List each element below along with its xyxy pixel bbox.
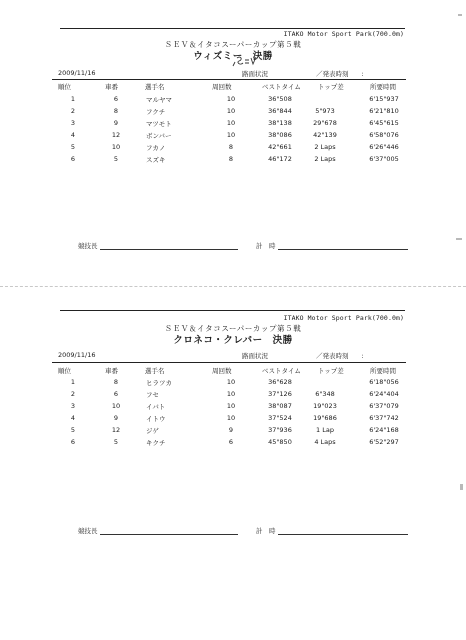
race-title: クロネコ・クレバー 決勝 bbox=[173, 335, 293, 346]
cell-total-time: 6'37"742 bbox=[369, 414, 399, 422]
cell-best-time: 36"508 bbox=[268, 95, 292, 103]
cell-gap: 29"678 bbox=[313, 119, 337, 127]
timekeeper-label: 計 時 bbox=[256, 242, 276, 250]
cell-best-time: 37"524 bbox=[268, 414, 292, 422]
table-header bbox=[0, 82, 466, 94]
cell-laps: 10 bbox=[226, 107, 236, 115]
venue-label: ITAKO Motor Sport Park(700.0m) bbox=[283, 314, 404, 322]
header-car-number: 車番 bbox=[105, 83, 118, 91]
header-gap: トップ差 bbox=[318, 367, 344, 375]
timekeeper-label: 計 時 bbox=[256, 527, 276, 535]
cell-best-time: 38"087 bbox=[268, 402, 292, 410]
cell-car-number: 6 bbox=[113, 390, 119, 398]
cell-laps: 10 bbox=[226, 414, 236, 422]
cell-position: 6 bbox=[70, 438, 76, 446]
cell-laps: 10 bbox=[226, 131, 236, 139]
cell-best-time: 45"850 bbox=[268, 438, 292, 446]
cell-position: 3 bbox=[70, 119, 76, 127]
cell-total-time: 6'52"297 bbox=[369, 438, 399, 446]
cell-laps: 6 bbox=[228, 438, 234, 446]
table-row bbox=[0, 143, 466, 155]
cell-car-number: 5 bbox=[113, 155, 119, 163]
table-row bbox=[0, 107, 466, 119]
cell-position: 1 bbox=[70, 378, 76, 386]
top-rule bbox=[60, 310, 405, 311]
cell-position: 1 bbox=[70, 95, 76, 103]
cell-car-number: 5 bbox=[113, 438, 119, 446]
top-rule bbox=[60, 28, 405, 29]
cell-gap: 5"973 bbox=[315, 107, 335, 115]
cell-best-time: 37"126 bbox=[268, 390, 292, 398]
header-rule bbox=[52, 79, 406, 80]
cell-total-time: 6'24"404 bbox=[369, 390, 399, 398]
fold-line bbox=[0, 286, 466, 287]
cell-driver: マツモト bbox=[146, 120, 172, 128]
scan-mark bbox=[458, 14, 462, 16]
cell-best-time: 46"172 bbox=[268, 155, 292, 163]
handwritten-mark-icon bbox=[231, 54, 257, 68]
cell-laps: 9 bbox=[228, 426, 234, 434]
header-rule bbox=[52, 362, 406, 363]
header-total-time: 所要時間 bbox=[370, 367, 396, 375]
cell-total-time: 6'18"056 bbox=[369, 378, 399, 386]
table-row bbox=[0, 414, 466, 426]
cell-total-time: 6'45"615 bbox=[369, 119, 399, 127]
table-row bbox=[0, 402, 466, 414]
cell-total-time: 6'21"810 bbox=[369, 107, 399, 115]
table-header bbox=[0, 366, 466, 378]
cell-best-time: 36"628 bbox=[268, 378, 292, 386]
cell-position: 2 bbox=[70, 390, 76, 398]
cell-car-number: 6 bbox=[113, 95, 119, 103]
cell-best-time: 38"086 bbox=[268, 131, 292, 139]
cell-total-time: 6'26"446 bbox=[369, 143, 399, 151]
cell-total-time: 6'37"079 bbox=[369, 402, 399, 410]
header-laps: 周回数 bbox=[212, 367, 232, 375]
cell-car-number: 12 bbox=[111, 131, 121, 139]
header-best-time: ベストタイム bbox=[262, 83, 301, 91]
cell-position: 4 bbox=[70, 131, 76, 139]
cell-driver: マルヤマ bbox=[146, 96, 172, 104]
cell-driver: ジゲ bbox=[146, 427, 159, 435]
cell-driver: ヒラツカ bbox=[146, 379, 172, 387]
cell-driver: キクチ bbox=[146, 439, 166, 447]
cell-position: 3 bbox=[70, 402, 76, 410]
cell-best-time: 36"844 bbox=[268, 107, 292, 115]
cell-gap: 2 Laps bbox=[314, 155, 336, 163]
cell-total-time: 6'37"005 bbox=[369, 155, 399, 163]
cell-driver: フクチ bbox=[146, 108, 166, 116]
header-laps: 周回数 bbox=[212, 83, 232, 91]
cell-position: 4 bbox=[70, 414, 76, 422]
timekeeper-signature-line bbox=[278, 249, 408, 250]
cell-laps: 10 bbox=[226, 95, 236, 103]
cell-position: 5 bbox=[70, 143, 76, 151]
cell-laps: 8 bbox=[228, 155, 234, 163]
table-row bbox=[0, 390, 466, 402]
race-director-signature-line bbox=[100, 249, 238, 250]
series-title: ＳＥＶ＆イタコスーパーカップ第５戦 bbox=[164, 40, 302, 49]
cell-best-time: 37"936 bbox=[268, 426, 292, 434]
race-director-label: 競技長 bbox=[78, 242, 98, 250]
cell-car-number: 9 bbox=[113, 414, 119, 422]
series-title: ＳＥＶ＆イタコスーパーカップ第５戦 bbox=[164, 324, 302, 333]
table-row bbox=[0, 131, 466, 143]
cell-laps: 10 bbox=[226, 119, 236, 127]
race-date: 2009/11/16 bbox=[58, 351, 96, 359]
header-position: 順位 bbox=[58, 83, 71, 91]
road-conditions-label: 路面状況 bbox=[242, 70, 268, 78]
cell-gap: 42"139 bbox=[313, 131, 337, 139]
cell-gap: 1 Lap bbox=[316, 426, 334, 434]
cell-driver: イトウ bbox=[146, 415, 166, 423]
cell-best-time: 42"661 bbox=[268, 143, 292, 151]
cell-gap: 19"686 bbox=[313, 414, 337, 422]
cell-laps: 10 bbox=[226, 402, 236, 410]
cell-position: 2 bbox=[70, 107, 76, 115]
cell-laps: 10 bbox=[226, 390, 236, 398]
scan-mark bbox=[460, 484, 463, 490]
header-position: 順位 bbox=[58, 367, 71, 375]
table-row bbox=[0, 95, 466, 107]
announce-time-label: ／発表時刻 : bbox=[316, 352, 364, 360]
cell-gap: 6"348 bbox=[315, 390, 335, 398]
cell-car-number: 10 bbox=[111, 143, 121, 151]
race-director-label: 競技長 bbox=[78, 527, 98, 535]
scan-mark bbox=[456, 238, 462, 240]
cell-car-number: 8 bbox=[113, 378, 119, 386]
header-gap: トップ差 bbox=[318, 83, 344, 91]
race-title: ウィズミー 決勝 bbox=[193, 51, 273, 62]
cell-total-time: 6'24"168 bbox=[369, 426, 399, 434]
cell-car-number: 12 bbox=[111, 426, 121, 434]
road-conditions-label: 路面状況 bbox=[242, 352, 268, 360]
header-driver: 選手名 bbox=[145, 367, 165, 375]
cell-car-number: 9 bbox=[113, 119, 119, 127]
header-best-time: ベストタイム bbox=[262, 367, 301, 375]
cell-position: 6 bbox=[70, 155, 76, 163]
cell-gap: 4 Laps bbox=[314, 438, 336, 446]
race-director-signature-line bbox=[100, 534, 238, 535]
cell-driver: フセ bbox=[146, 391, 159, 399]
cell-gap: 2 Laps bbox=[314, 143, 336, 151]
race-date: 2009/11/16 bbox=[58, 69, 96, 77]
cell-laps: 10 bbox=[226, 378, 236, 386]
table-row bbox=[0, 426, 466, 438]
table-row bbox=[0, 155, 466, 167]
cell-car-number: 8 bbox=[113, 107, 119, 115]
header-car-number: 車番 bbox=[105, 367, 118, 375]
venue-label: ITAKO Motor Sport Park(700.0m) bbox=[283, 30, 404, 38]
header-driver: 選手名 bbox=[145, 83, 165, 91]
cell-driver: スズキ bbox=[146, 156, 166, 164]
table-row bbox=[0, 438, 466, 450]
cell-position: 5 bbox=[70, 426, 76, 434]
table-row bbox=[0, 378, 466, 390]
cell-laps: 8 bbox=[228, 143, 234, 151]
cell-gap: 19"023 bbox=[313, 402, 337, 410]
cell-total-time: 6'15"937 bbox=[369, 95, 399, 103]
cell-best-time: 38"138 bbox=[268, 119, 292, 127]
table-row bbox=[0, 119, 466, 131]
header-total-time: 所要時間 bbox=[370, 83, 396, 91]
cell-total-time: 6'58"076 bbox=[369, 131, 399, 139]
cell-car-number: 10 bbox=[111, 402, 121, 410]
announce-time-label: ／発表時刻 : bbox=[316, 70, 364, 78]
cell-driver: フカノ bbox=[146, 144, 166, 152]
timekeeper-signature-line bbox=[278, 534, 408, 535]
cell-driver: ボンバー bbox=[146, 132, 172, 140]
cell-driver: イバト bbox=[146, 403, 166, 411]
